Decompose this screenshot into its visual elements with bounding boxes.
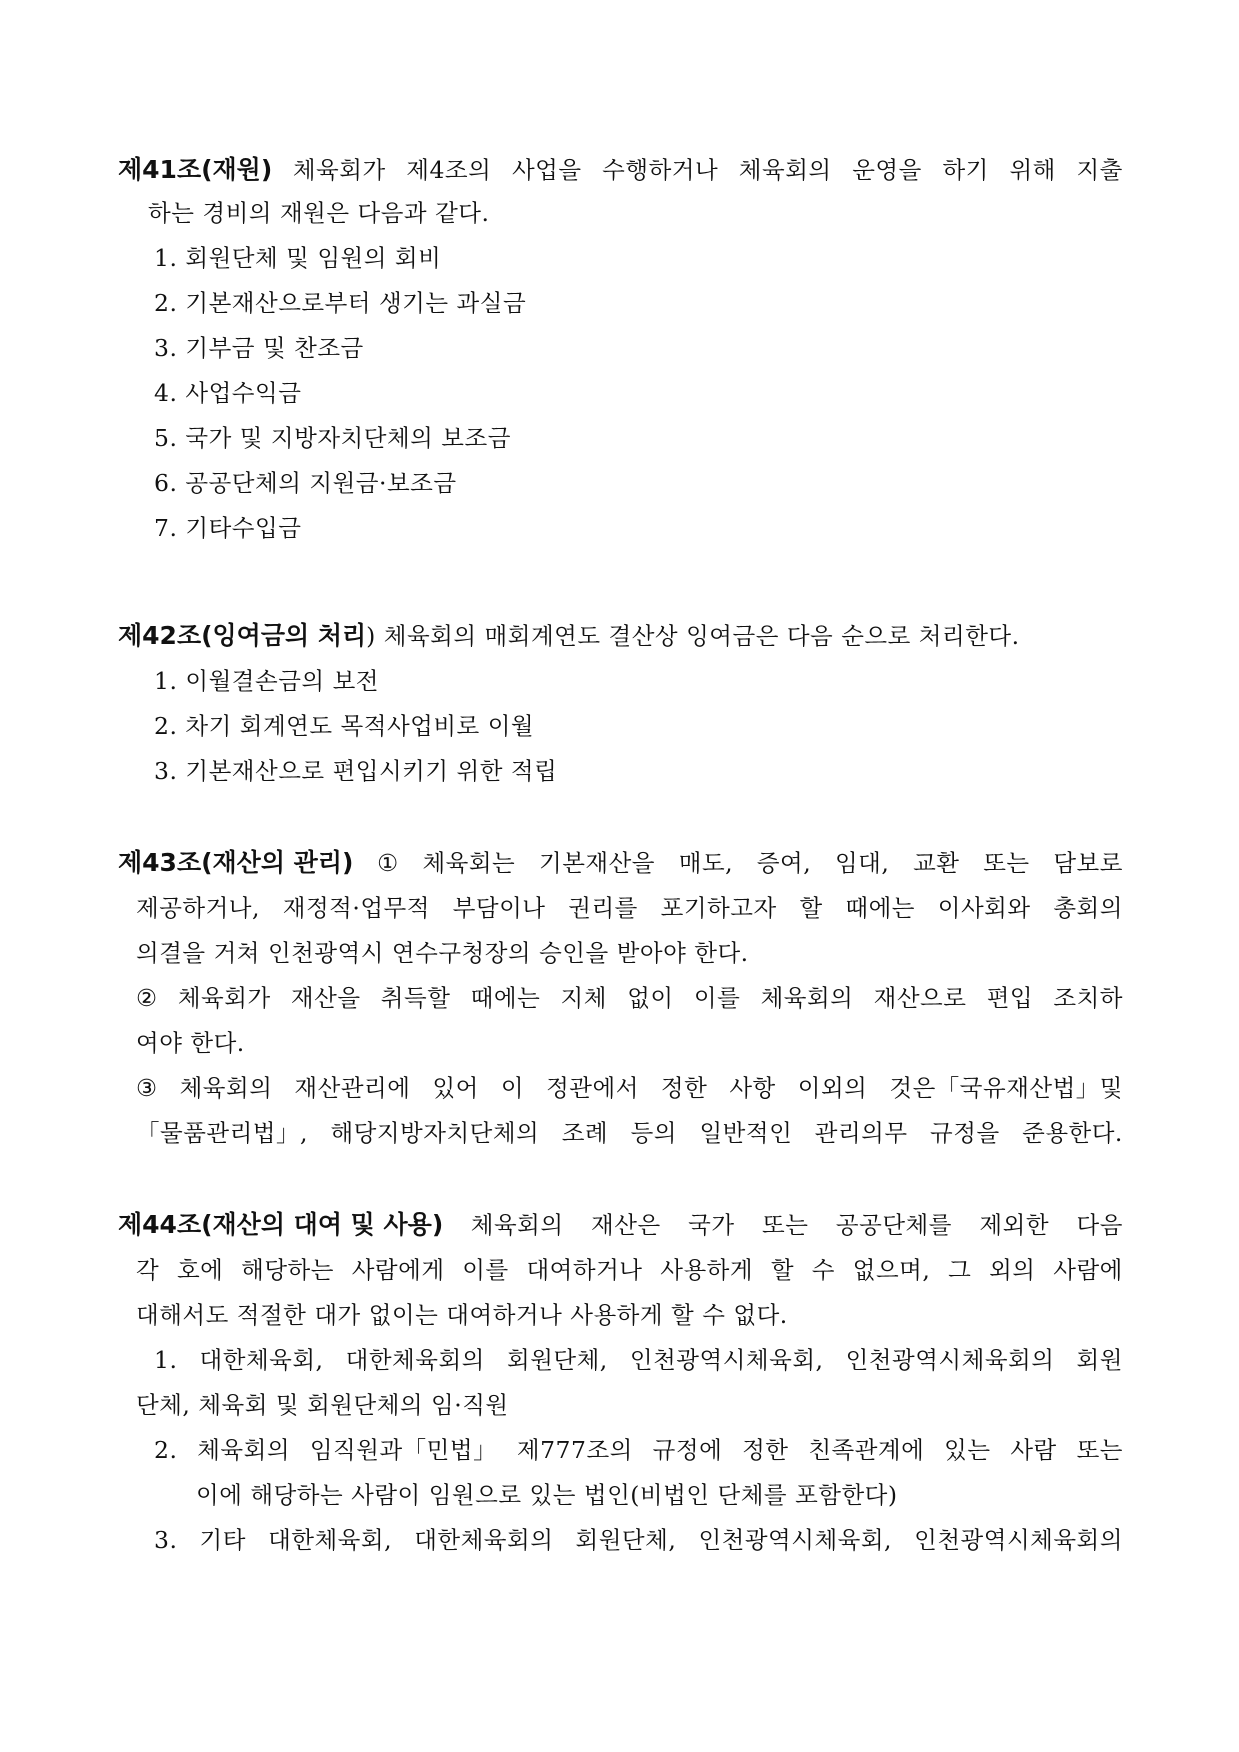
article-43-line-4	[136, 983, 1123, 1013]
word: 권리를	[568, 894, 638, 922]
article-44-item-2-words	[154, 1435, 1123, 1465]
word: 사람에게	[351, 1256, 445, 1284]
word: 사람	[1010, 1436, 1057, 1464]
word: 해당하는	[241, 1256, 334, 1284]
article-44-line-3: 대해서도 적절한 대가 없이는 대여하거나 사용하게 할 수 없다.	[136, 1301, 788, 1329]
word: ③	[136, 1074, 158, 1102]
word: ②	[136, 984, 158, 1012]
word: 부담이나	[452, 894, 546, 922]
word: 각	[136, 1256, 160, 1284]
word: 체육회의	[760, 984, 854, 1012]
article-43-line-1	[118, 848, 1123, 878]
word: 정한	[742, 1436, 789, 1464]
word: 회원	[1076, 1346, 1123, 1374]
word: 것은「국유재산법」및	[889, 1074, 1123, 1102]
word: 매도,	[678, 849, 734, 877]
word: 있는	[944, 1436, 991, 1464]
article-42-intro: ) 체육회의 매회계연도 결산상 잉여금은 다음 순으로 처리한다.	[366, 622, 1020, 650]
word: 정한	[660, 1074, 708, 1102]
word: 지체	[560, 984, 607, 1012]
word: 할	[799, 894, 823, 922]
word: 수	[811, 1256, 835, 1284]
article-43-line-6-words	[136, 1073, 1123, 1103]
word: 할	[770, 1256, 795, 1284]
word: 포기하고자	[660, 894, 777, 922]
word: 3.	[154, 1526, 178, 1554]
word: 체육회가	[177, 984, 271, 1012]
word: 하기	[942, 156, 989, 184]
article-44-title: 제44조(재산의 대여 및 사용)	[118, 1210, 444, 1239]
word: 지출	[1076, 156, 1123, 184]
article-43-line-3: 의결을 거쳐 인천광역시 연수구청장의 승인을 받아야 한다.	[136, 939, 749, 967]
article-44-item-3-words	[154, 1525, 1123, 1555]
word: 규정을	[930, 1119, 1000, 1147]
word: 등의	[630, 1119, 678, 1147]
word: 조례	[561, 1119, 609, 1147]
word: 또는	[983, 849, 1030, 877]
word: 재산으로	[873, 984, 967, 1012]
word: 운영을	[852, 156, 922, 184]
word: ①	[377, 849, 399, 877]
word: 대한체육회,	[268, 1526, 393, 1554]
word: 일반적인	[699, 1119, 793, 1147]
word: 제4조의	[406, 156, 492, 184]
word: 다음	[1076, 1211, 1123, 1239]
article-44-item-2-line-2: 이에 해당하는 사람이 임원으로 있는 법인(비법인 단체를 포함한다)	[196, 1481, 898, 1509]
article-44-line-2	[136, 1255, 1123, 1285]
word: 1.	[154, 1346, 178, 1374]
word: 증여,	[756, 849, 812, 877]
word: 제공하거나,	[136, 894, 260, 922]
word: 제외한	[979, 1211, 1050, 1239]
word: 대한체육회의	[414, 1526, 554, 1554]
article-43-line-1-words	[118, 848, 1123, 878]
article-44-item-1-line-2: 단체, 체육회 및 회원단체의 임·직원	[136, 1391, 509, 1419]
word: 편입	[986, 984, 1034, 1012]
article-41-item-2: 2. 기본재산으로부터 생기는 과실금	[154, 289, 527, 317]
article-44-line-1-words	[118, 1210, 1123, 1240]
word: 공공단체를	[835, 1211, 952, 1239]
article-41-item-6: 6. 공공단체의 지원금·보조금	[154, 469, 457, 497]
article-43-line-2	[136, 893, 1123, 923]
word: 사항	[729, 1074, 776, 1102]
article-44-line-1	[118, 1210, 1123, 1240]
word: 수행하거나	[602, 156, 719, 184]
word: 총회의	[1053, 894, 1123, 922]
word: 친족관계에	[808, 1436, 925, 1464]
word: 체육회의	[738, 156, 832, 184]
article-42-item-3: 3. 기본재산으로 편입시키기 위한 적립	[154, 757, 558, 785]
word: 재정적·업무적	[282, 894, 430, 922]
word: 없으며,	[852, 1256, 931, 1284]
word: 2.	[154, 1436, 178, 1464]
word: 때에는	[845, 894, 916, 922]
word: 대여하거나	[526, 1256, 643, 1284]
word: 인천광역시체육회,	[698, 1526, 893, 1554]
word: 대한체육회의	[345, 1346, 485, 1374]
article-41-line-2: 하는 경비의 재원은 다음과 같다.	[148, 199, 490, 227]
word: 체육회가	[292, 156, 386, 184]
word: 취득할	[380, 984, 451, 1012]
article-43-line-7-words	[136, 1118, 1123, 1148]
article-41-item-4: 4. 사업수익금	[154, 379, 302, 407]
article-41-item-1: 1. 회원단체 및 임원의 회비	[154, 244, 442, 272]
word: 위해	[1009, 156, 1056, 184]
word: 체육회의	[470, 1211, 564, 1239]
word: 규정에	[652, 1436, 723, 1464]
article-41-item-3: 3. 기부금 및 찬조금	[154, 334, 364, 362]
word: 또는	[762, 1211, 809, 1239]
article-43-line-4-words	[136, 983, 1123, 1013]
word: 외의	[989, 1256, 1036, 1284]
article-43-line-7	[136, 1118, 1123, 1148]
word: 사람에	[1053, 1256, 1123, 1284]
word: 대한체육회,	[199, 1346, 324, 1374]
word: 때에는	[470, 984, 541, 1012]
word: 이를	[693, 984, 741, 1012]
word: 체육회의	[197, 1436, 291, 1464]
article-44-item-1-words	[154, 1345, 1123, 1375]
word: 그	[948, 1256, 972, 1284]
word: 인천광역시체육회의	[914, 1526, 1123, 1554]
word: 관리의무	[814, 1119, 908, 1147]
word: 해당지방자치단체의	[330, 1119, 540, 1147]
word: 호에	[176, 1256, 224, 1284]
word: 제777조의	[516, 1436, 633, 1464]
word: 재산관리에	[294, 1074, 411, 1102]
article-42-line-1	[118, 621, 1020, 651]
word: 인천광역시체육회,	[629, 1346, 824, 1374]
word: 이를	[462, 1256, 509, 1284]
article-43-line-2-words	[136, 893, 1123, 923]
article-42-title: 제42조(잉여금의 처리	[118, 621, 367, 650]
article-44-line-2-words	[136, 1255, 1123, 1285]
word: 사업을	[511, 156, 582, 184]
article-44-item-2-line-1	[154, 1435, 1123, 1465]
article-41-item-7: 7. 기타수입금	[154, 514, 302, 542]
word: 있어	[432, 1074, 479, 1102]
word: 준용한다.	[1022, 1119, 1123, 1147]
word: 인천광역시체육회의	[845, 1346, 1055, 1374]
word: 임직원과「민법」	[309, 1436, 498, 1464]
article-41-title: 제41조(재원)	[118, 155, 273, 184]
word: 「물품관리법」,	[136, 1119, 308, 1147]
article-43-title: 제43조(재산의 관리)	[118, 848, 354, 877]
word: 체육회의	[179, 1074, 273, 1102]
word: 사용하게	[660, 1256, 754, 1284]
article-44-item-1-line-1	[154, 1345, 1123, 1375]
article-41-line-1	[118, 155, 1123, 185]
word: 교환	[913, 849, 960, 877]
word: 재산을	[290, 984, 361, 1012]
word: 없이	[627, 984, 674, 1012]
word: 임대,	[834, 849, 890, 877]
word: 기타	[199, 1526, 246, 1554]
article-41-item-5: 5. 국가 및 지방자치단체의 보조금	[154, 424, 511, 452]
article-43-line-5: 여야 한다.	[136, 1029, 245, 1057]
word: 체육회는	[422, 849, 516, 877]
article-42-item-1: 1. 이월결손금의 보전	[154, 667, 379, 695]
word: 회원단체,	[507, 1346, 608, 1374]
word: 또는	[1076, 1436, 1123, 1464]
word: 이사회와	[937, 894, 1031, 922]
word: 회원단체,	[575, 1526, 677, 1554]
article-43-line-6	[136, 1073, 1123, 1103]
article-41-line-1-words	[118, 155, 1123, 185]
word: 이외의	[797, 1074, 868, 1102]
word: 정관에서	[546, 1074, 639, 1102]
word: 재산은	[591, 1211, 661, 1239]
article-44-item-3-line-1	[154, 1525, 1123, 1555]
word: 담보로	[1053, 849, 1123, 877]
word: 기본재산을	[539, 849, 656, 877]
word: 조치하	[1053, 984, 1123, 1012]
article-42-item-2: 2. 차기 회계연도 목적사업비로 이월	[154, 712, 535, 740]
word: 이	[500, 1074, 525, 1102]
word: 국가	[688, 1211, 735, 1239]
